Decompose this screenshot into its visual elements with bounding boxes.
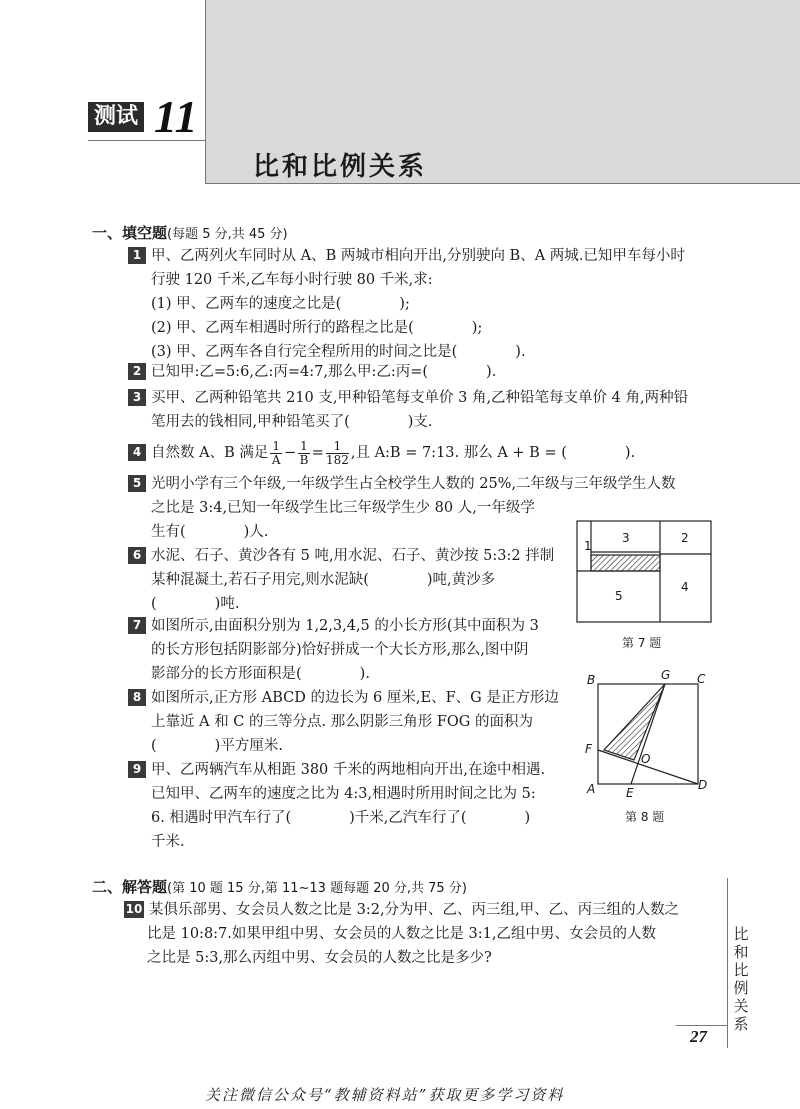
fig7-label-1: 1 — [584, 539, 592, 553]
figure-7 — [576, 520, 712, 624]
fraction-1-over-a: $\frac{1}{A}$ — [271, 438, 281, 467]
qnum-4: 4 — [128, 444, 146, 461]
fig8-label-a: A — [587, 782, 596, 796]
q3-line-1: 买甲、乙两种铅笔共 210 支,甲种铅笔每支单价 3 角,乙种铅笔每支单价 4 角,两种铅 — [151, 390, 689, 406]
equals-sign: = — [311, 445, 324, 461]
question-2 — [128, 360, 496, 384]
fig7-caption: 第 7 题 — [622, 636, 662, 650]
question-1 — [128, 244, 685, 364]
q1-line-3: (1) 甲、乙两车的速度之比是( ); — [151, 296, 410, 312]
q1-line-5: (3) 甲、乙两车各自行完全程所用的时间之比是( ). — [151, 344, 526, 360]
q10-line-3: 之比是 5:3,那么丙组中男、女会员的人数之比是多少? — [147, 950, 492, 966]
section-2-heading — [92, 876, 467, 897]
q7-line-3: 影部分的长方形面积是( ). — [151, 666, 370, 682]
fig7-label-2: 2 — [681, 531, 689, 545]
question-6 — [128, 544, 554, 616]
qnum-8: 8 — [128, 689, 146, 706]
q1-line-2: 行驶 120 千米,乙车每小时行驶 80 千米,求: — [151, 272, 433, 288]
fig7-label-3: 3 — [622, 531, 630, 545]
fraction-1-over-182: $\frac{1}{182}$ — [325, 438, 349, 467]
fig8-label-g: G — [661, 668, 671, 682]
q1-line-4: (2) 甲、乙两车相遇时所行的路程之比是( ); — [151, 320, 483, 336]
q9-line-2: 已知甲、乙两车的速度之比为 4:3,相遇时所用时间之比为 5: — [151, 786, 536, 802]
page-title: 比和比例关系 — [253, 152, 428, 182]
fig8-label-e: E — [626, 786, 634, 800]
q2-line-1: 已知甲:乙=5:6,乙:丙=4:7,那么甲:乙:丙=( ). — [151, 364, 497, 380]
q1-line-1: 甲、乙两列火车同时从 A、B 两城市相向开出,分别驶向 B、A 两城.已知甲车每小时 — [151, 248, 685, 264]
minus-sign: − — [284, 445, 297, 461]
side-chapter-label: 比和比例关系 — [733, 925, 749, 1033]
question-10 — [124, 898, 679, 970]
qnum-10: 10 — [125, 902, 143, 916]
qnum-9: 9 — [128, 761, 146, 778]
question-8 — [128, 686, 559, 758]
section-2-note: (第 10 题 15 分,第 11~13 题每题 20 分,共 75 分) — [167, 881, 467, 896]
section-1-note: (每题 5 分,共 45 分) — [167, 227, 288, 242]
q8-line-3: ( )平方厘米. — [151, 738, 283, 754]
page-number: 27 — [690, 1027, 707, 1046]
q4-post: ,且 A:B = 7:13. 那么 A + B = ( ). — [350, 445, 636, 461]
q5-line-2: 之比是 3:4,已知一年级学生比三年级学生少 80 人,一年级学 — [151, 500, 535, 516]
side-rule — [727, 878, 728, 1048]
qnum-3: 3 — [128, 389, 146, 406]
section-2-title: 二、解答题 — [92, 878, 168, 896]
q7-line-2: 的长方形包括阴影部分)恰好拼成一个大长方形,那么,图中阴 — [151, 642, 529, 658]
q5-line-3: 生有( )人. — [151, 524, 269, 540]
fig8-label-o: O — [641, 752, 651, 766]
q6-line-1: 水泥、石子、黄沙各有 5 吨,用水泥、石子、黄沙按 5:3:2 拌制 — [151, 548, 555, 564]
qnum-1: 1 — [128, 247, 146, 264]
fig8-label-d: D — [698, 778, 708, 792]
fig8-label-b: B — [587, 673, 596, 687]
qnum-7: 7 — [128, 617, 146, 634]
q3-line-2: 笔用去的钱相同,甲种铅笔买了( )支. — [151, 414, 433, 430]
q6-line-2: 某种混凝土,若石子用完,则水泥缺( )吨,黄沙多 — [151, 572, 496, 588]
test-number: 11 — [154, 91, 198, 142]
title-divider — [88, 140, 205, 141]
footer-notice: 关注微信公众号“教辅资料站”获取更多学习资料 — [205, 1086, 565, 1104]
qnum-2: 2 — [128, 363, 146, 380]
fraction-1-over-b: $\frac{1}{B}$ — [299, 438, 309, 467]
test-word: 测试 — [88, 102, 144, 132]
fig8-label-c: C — [697, 672, 706, 686]
q9-line-3: 6. 相遇时甲汽车行了( )千米,乙汽车行了( ) — [151, 810, 531, 826]
question-9 — [128, 758, 545, 854]
fig8-caption: 第 8 题 — [625, 810, 665, 824]
q6-line-3: ( )吨. — [151, 596, 240, 612]
figure-8 — [594, 680, 704, 790]
q10-line-2: 比是 10:8:7.如果甲组中男、女会员的人数之比是 3:1,乙组中男、女会员的人数 — [147, 926, 656, 942]
q8-line-1: 如图所示,正方形 ABCD 的边长为 6 厘米,E、F、G 是正方形边 — [151, 690, 559, 706]
q7-line-1: 如图所示,由面积分别为 1,2,3,4,5 的小长方形(其中面积为 3 — [151, 618, 539, 634]
test-label — [88, 92, 198, 140]
page-number-rule — [676, 1025, 727, 1026]
fig8-shaded-triangle — [604, 684, 665, 760]
q5-line-1: 光明小学有三个年级,一年级学生占全校学生人数的 25%,二年级与三年级学生人数 — [151, 476, 676, 492]
fig7-shaded-rect — [591, 555, 660, 571]
question-7 — [128, 614, 539, 686]
q4-pre: 自然数 A、B 满足 — [151, 445, 269, 461]
fig7-label-5: 5 — [615, 589, 623, 603]
q9-line-4: 千米. — [151, 834, 185, 850]
section-1-title: 一、填空题 — [92, 224, 168, 242]
q10-line-1: 某俱乐部男、女会员人数之比是 3:2,分为甲、乙、丙三组,甲、乙、丙三组的人数之 — [149, 902, 680, 918]
q9-line-1: 甲、乙两辆汽车从相距 380 千米的两地相向开出,在途中相遇. — [151, 762, 546, 778]
question-4 — [128, 438, 635, 468]
section-1-heading — [92, 222, 288, 243]
qnum-6: 6 — [128, 547, 146, 564]
qnum-5: 5 — [128, 475, 146, 492]
fig7-label-4: 4 — [681, 580, 689, 594]
question-3 — [128, 386, 688, 434]
q8-line-2: 上靠近 A 和 C 的三等分点. 那么阴影三角形 FOG 的面积为 — [151, 714, 533, 730]
fig8-label-f: F — [585, 742, 592, 756]
